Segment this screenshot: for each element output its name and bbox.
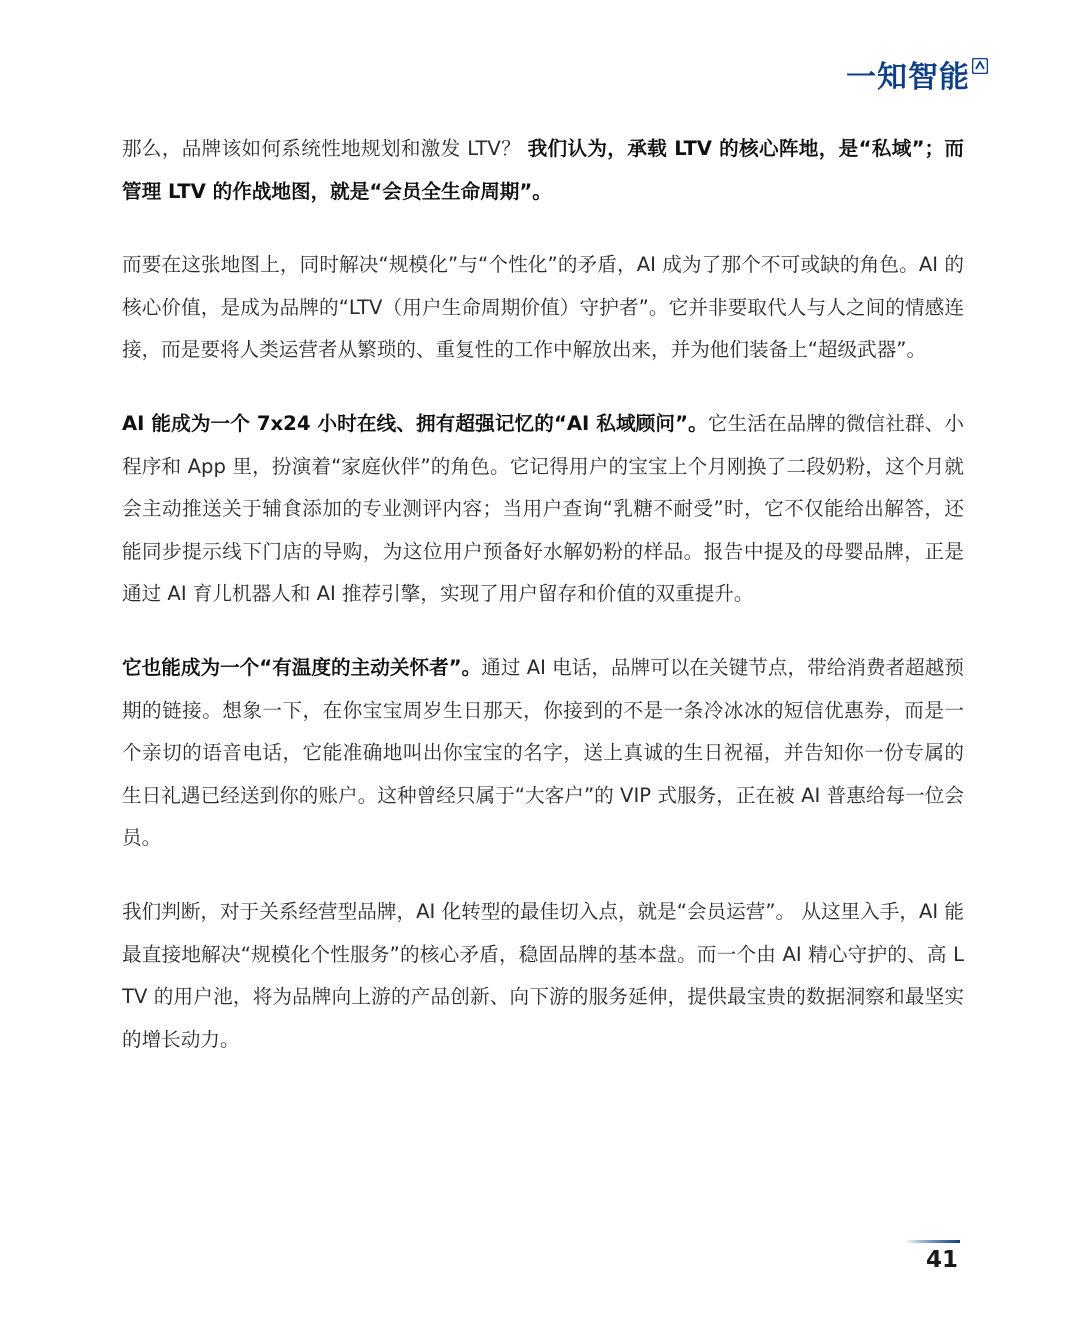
paragraph-intro <box>122 128 964 213</box>
paragraph-ai-care <box>122 647 964 860</box>
page-number: 41 <box>925 1247 958 1273</box>
paragraph-ai-role <box>122 244 964 372</box>
paragraph-conclusion <box>122 891 964 1061</box>
text-segment: 通过 AI 电话，品牌可以在关键节点，带给消费者超越预期的链接。想象一下，在你宝宝周岁生日那天，你接到的不是一条冷冰冰的短信优惠券，而是一个亲切的语音电话，它能准确地叫出你宝宝的名字，送上真诚的生日祝福，并告知你一份专属的生日礼遇已经送到你的账户。这种曾经只属于“大客户”的 VIP 式服务，正在被 AI 普惠给每一位会员。 <box>122 655 965 850</box>
bold-segment: AI 能成为一个 7x24 小时在线、拥有超强记忆的“AI 私域顾问”。 <box>122 411 708 435</box>
yizhi-logo-mark-icon <box>972 58 988 74</box>
article-body <box>122 128 964 1092</box>
text-segment: 而要在这张地图上，同时解决“规模化”与“个性化”的矛盾，AI 成为了那个不可或缺的角色。AI 的核心价值，是成为品牌的“LTV（用户生命周期价值）守护者”。它并非要取代人与人之间的情感连接，而是要将人类运营者从繁琐的、重复性的工作中解放出来，并为他们装备上“超级武器”。 <box>122 253 964 362</box>
page-number-accent-bar <box>904 1240 960 1243</box>
logo-text: 一知智能 <box>846 60 970 95</box>
paragraph-ai-advisor <box>122 403 964 616</box>
text-segment: 它生活在品牌的微信社群、小程序和 App 里，扮演着“家庭伙伴”的角色。它记得用户的宝宝上个月刚换了二段奶粉，这个月就会主动推送关于辅食添加的专业测评内容；当用户查询“乳糖不耐受”时，它不仅能给出解答，还能同步提示线下门店的导购，为这位用户预备好水解奶粉的样品。报告中提及的母婴品牌，正是通过 AI 育儿机器人和 AI 推荐引擎，实现了用户留存和价值的双重提升。 <box>122 411 964 606</box>
brand-logo <box>846 56 988 100</box>
bold-segment: 我们认为，承载 LTV 的核心阵地，是“私域”；而管理 LTV 的作战地图，就是“会员全生命周期”。 <box>122 137 965 203</box>
text-segment: 我们判断，对于关系经营型品牌，AI 化转型的最佳切入点，就是“会员运营”。 从这里入手，AI 能最直接地解决“规模化个性服务”的核心矛盾，稳固品牌的基本盘。而一个由 AI 精心守护的、高 LTV 的用户池，将为品牌向上游的产品创新、向下游的服务延伸，提供最宝贵的数据洞察和最坚实的增长动力。 <box>122 899 964 1051</box>
bold-segment: 它也能成为一个“有温度的主动关怀者”。 <box>122 655 482 679</box>
text-segment: 那么，品牌该如何系统性地规划和激发 LTV？ <box>122 137 528 160</box>
